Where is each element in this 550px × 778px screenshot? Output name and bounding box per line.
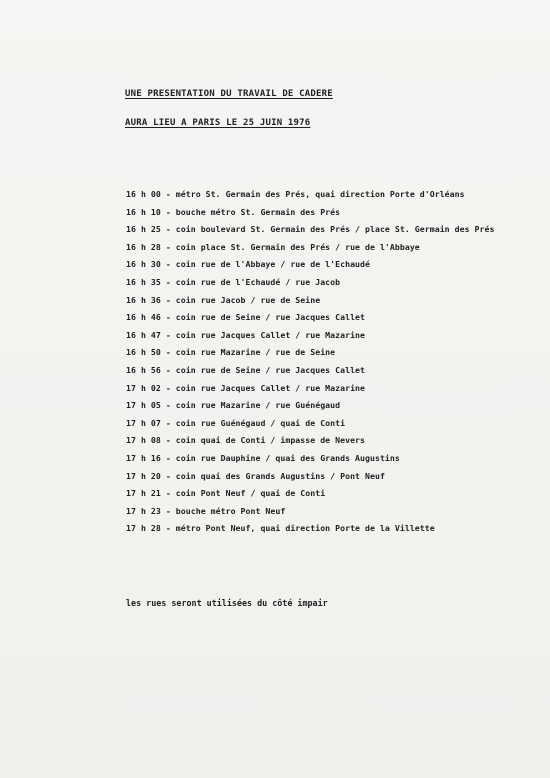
schedule-list [126, 186, 536, 538]
schedule-item: 17 h 08 - coin quai de Conti / impasse de Nevers [126, 435, 366, 446]
schedule-item: 16 h 00 - métro St. Germain des Prés, quai direction Porte d'Orléans [126, 189, 465, 199]
schedule-item: 17 h 16 - coin rue Dauphine / quai des Grands Augustins [126, 452, 400, 463]
schedule-item: 16 h 10 - bouche métro St. Germain des Prés [126, 206, 341, 217]
schedule-item: 16 h 35 - coin rue de l'Echaudé / rue Jacob [126, 276, 341, 287]
schedule-item: 16 h 36 - coin rue Jacob / rue de Seine [126, 294, 321, 305]
schedule-item: 16 h 50 - coin rue Mazarine / rue de Seine [126, 347, 336, 358]
schedule-item: 16 h 30 - coin rue de l'Abbaye / rue de l'Echaudé [126, 259, 370, 270]
schedule-item: 17 h 28 - métro Pont Neuf, quai direction Porte de la Villette [126, 523, 435, 534]
footnote: les rues seront utilisées du côté impair [126, 598, 328, 608]
schedule-item: 17 h 20 - coin quai des Grands Augustins / Pont Neuf [126, 470, 385, 481]
document-subtitle: AURA LIEU A PARIS LE 25 JUIN 1976 [125, 118, 311, 128]
schedule-item: 17 h 02 - coin rue Jacques Callet / rue Mazarine [126, 382, 366, 393]
schedule-item: 16 h 46 - coin rue de Seine / rue Jacques Callet [126, 312, 366, 323]
schedule-item: 17 h 21 - coin Pont Neuf / quai de Conti [126, 488, 326, 499]
schedule-item: 17 h 07 - coin rue Guénégaud / quai de Conti [126, 417, 346, 428]
schedule-item: 16 h 25 - coin boulevard St. Germain des Prés / place St. Germain des Prés [126, 224, 495, 235]
schedule-item: 16 h 56 - coin rue de Seine / rue Jacques Callet [126, 364, 366, 375]
schedule-item: 16 h 28 - coin place St. Germain des Prés / rue de l'Abbaye [126, 241, 420, 252]
schedule-item: 17 h 05 - coin rue Mazarine / rue Guénégaud [126, 400, 341, 411]
schedule-item: 16 h 47 - coin rue Jacques Callet / rue Mazarine [126, 329, 366, 340]
schedule-item: 17 h 23 - bouche métro Pont Neuf [126, 505, 286, 516]
document-title: UNE PRESENTATION DU TRAVAIL DE CADERE [125, 89, 333, 99]
